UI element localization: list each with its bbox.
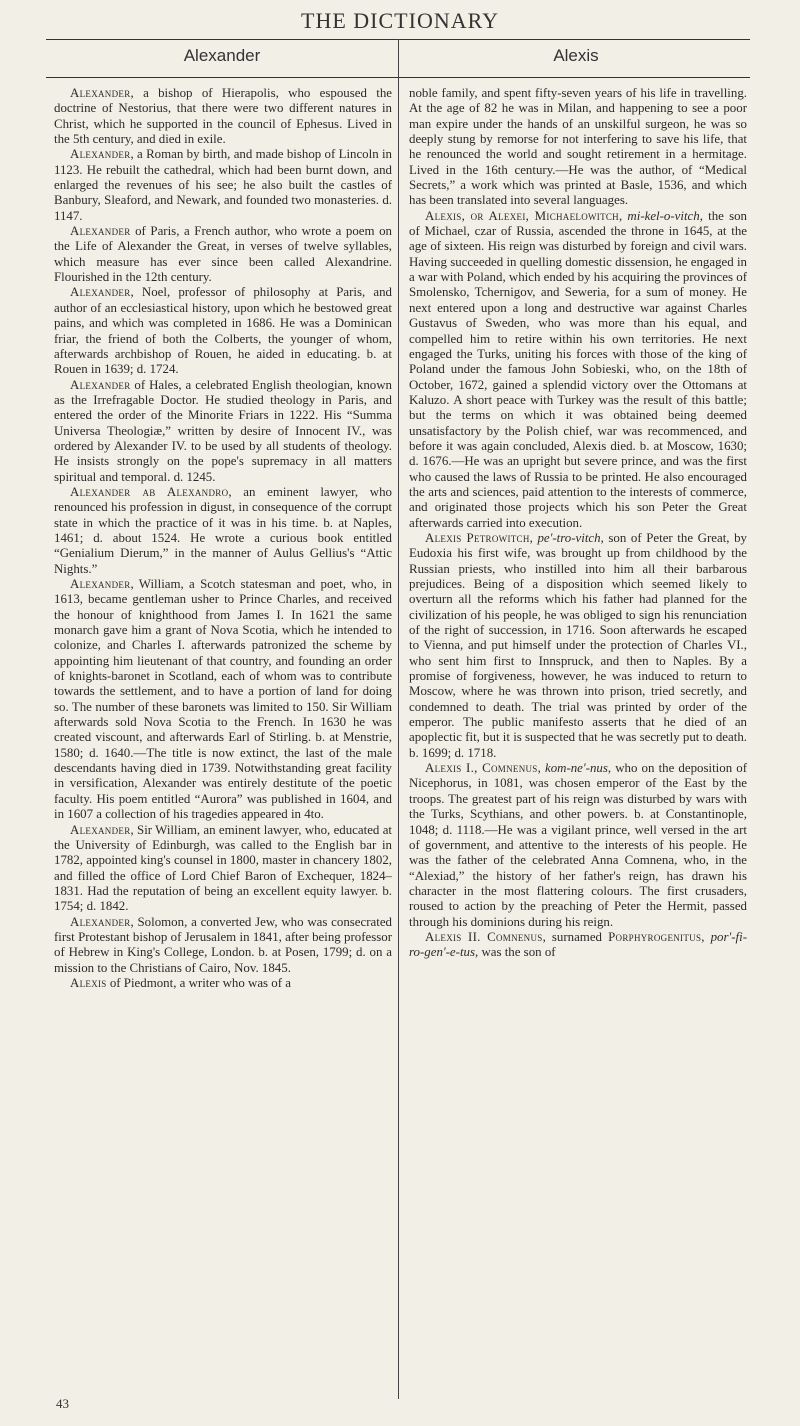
guideword-right: Alexis (553, 46, 599, 65)
dictionary-entry (54, 485, 392, 577)
dictionary-entry: Alexis Petrowitch, pe'-tro-vitch, son of Peter the Great, by Eudoxia his first wife, was brought up from childhood by the Russian priests, who instilled into him all their barbarous prejudices. Being of a disposition which seemed likely to overturn all the reforms which his father had planned for the civilization of his people, he was obliged to sign his renunciation of the right of succession, in 1716. Soon afterwards he escaped to Vienna, and put himself under the protection of Charles VI., who sent him first to Innspruck, and then to Naples. By a promise of forgiveness, however, he was induced to return to Moscow, where he was thrown into prison, tried secretly, and condemned to death. The trial was printed by order of the emperor. The public manifesto asserts that he died of an apoplectic fit, but it is suspected that he was secretly put to death. b. 1699; d. 1718. (409, 530, 747, 760)
entry-text: of Piedmont, a writer who was of a (106, 975, 291, 990)
dictionary-entry: Alexis, or Alexei, Michaelowitch, mi-kel-o-vitch, the son of Michael, czar of Russia, ascended the throne in 1645, at the age of sixteen. His reign was disturbed by foreign and civil wars. Having succeeded in quelling domestic dissension, he engaged in a war with Poland, which ended by his acquiring the provinces of Smolensko, Tchernigov, and Seweria, for a sum of money. He next entered upon a long and destructive war against Charles Gustavus of Sweden, who was more than his equal, and compelled him to retire within his own territories. He next engaged the Turks, uniting his forces with those of the king of Poland under the famous John Sobieski, who, on the 18th of October, 1672, gained a splendid victory over the Ottomans at Kaluzo. A short peace with Turkey was the result of this battle; but the terms on which it was obtained being deemed unsatisfactory by the Polish chief, war was recommenced, and before it was again concluded, Alexis died. b. at Moscow, 1630; d. 1676.—He was an upright but severe prince, and was the first who caused the laws of Russia to be printed. He also encouraged the arts and sciences, paid attention to the interests of commerce, and originated those projects which his son Peter the Great afterwards carried into execution. (409, 208, 747, 530)
entry-text: , who on the deposition of Nicephorus, in 1081, was chosen emperor of the East by the troops. The greatest part of his reign was disturbed by wars with the Turks, Scythians, and other powers. b. at Constantinople, 1048; d. 1118.—He was a vigilant prince, well versed in the art of government, and attentive to the interests of his people. He was the father of the celebrated Anna Comnena, who, in the “Alexiad,” the history of her father's reign, has drawn his character in the most flattering colours. The first crusaders, roused to action by the preaching of Peter the Hermit, passed through his dominions during his reign. (409, 761, 748, 929)
entry-text: , William, a Scotch statesman and poet, who, in 1613, became gentleman usher to Prince Charles, and received the honour of knighthood from James I. In 1621 the same monarch gave him a grant of Nova Scotia, which he intended to colonize, and Charles I. afterwards patronized the scheme by appointing him lieutenant of that country, and founding an order of knights-baronet in Scotland, each of whom was to contribute towards the settlement, and to have a portion of land for doing so. The number of these baronets was limited to 150. Sir William afterwards sold Nova Scotia to the French. In 1630 he was created viscount, and afterwards Earl of Stirling. b. at Menstrie, 1580; d. 1640.—The title is now extinct, the last of the male descendants having died in 1739. Notwithstanding great facility in versification, Alexander was entirely destitute of the poetic faculty. His poem entitled “Aurora” was published in 1604, and in 1607 a collection of his tragedies appeared in 4to. (54, 577, 392, 822)
right-column (409, 86, 747, 961)
dictionary-entry (54, 823, 392, 915)
entry-text: of Hales, a celebrated English theologian, known as the Irrefragable Doctor. He studied theology in Paris, and entered the order of the Minorite Friars in 1222. His “Summa Universa Theologiæ,” written by desire of Innocent IV., was ordered by Alexander IV. to be used by all students of theology. He insists strongly on the pope's supremacy in all matters spiritual and temporal. d. 1245. (54, 377, 392, 484)
entry-text: , Solomon, a converted Jew, who was consecrated first Protestant bishop of Jerusalem in 1841, after being professor of Hebrew in King's College, London. b. at Posen, 1799; d. on a mission to the Christians of Cairo, Nov. 1845. (54, 914, 392, 975)
headword: Alexander (70, 285, 131, 300)
headword: Alexander (70, 224, 131, 239)
pronunciation: mi-kel-o-vitch (627, 208, 700, 223)
page-title: THE DICTIONARY (301, 8, 499, 33)
headword: Alexander ab Alexandro (70, 484, 229, 499)
dictionary-entry (54, 577, 392, 823)
entry-text: , a bishop of Hierapolis, who espoused the doctrine of Nestorius, that there were two different natures in Christ, which he supported in the council of Ephesus. Lived in the 5th century, and died in exile. (54, 86, 392, 147)
entry-text: noble family, and spent fifty-seven years of his life in travelling. At the age of 82 he was in Milan, and happening to see a poor man expire under the hands of an unskilful surgeon, he was so deeply stung by remorse for not interfering to save his life, that he renounced the world and sought retirement in a hermitage. Lived in the 16th century.—He was the author, of “Medical Secrets,” a work which was printed at Basle, 1536, and which has been translated into several languages. (409, 86, 747, 208)
entry-text: , a Roman by birth, and made bishop of Lincoln in 1123. He rebuilt the cathedral, which had been burnt down, and enlarged the revenues of his see; he also built the castles of Banbury, Sleaford, and Newark, and founded two monasteries. d. 1147. (54, 147, 392, 223)
dictionary-entry (54, 86, 392, 147)
headword: Alexis II. Comnenus (425, 929, 543, 944)
headword: Alexander (70, 822, 131, 837)
entry-text: , Sir William, an eminent lawyer, who, educated at the University of Edinburgh, was called to the English bar in 1782, appointed king's counsel in 1800, master in chancery 1802, and filled the office of Lord Chief Baron of Exchequer, 1824–1831. Had the reputation of being an excellent equity lawyer. b. 1754; d. 1842. (54, 822, 392, 914)
dictionary-entry (54, 976, 392, 991)
headword: Alexander (70, 914, 131, 929)
left-column (54, 86, 392, 991)
dictionary-entry (54, 224, 392, 285)
dictionary-entry (54, 378, 392, 485)
headword: Alexander (70, 86, 131, 100)
headword: Porphyrogenitus (608, 929, 702, 944)
headword: Alexander (70, 147, 131, 162)
headword: Alexis Petrowitch (425, 530, 530, 545)
pronunciation: pe'-tro-vitch (537, 530, 601, 545)
entry-text: , son of Peter the Great, by Eudoxia his first wife, was brought up from childhood by the Russian priests, who instilled into him all their barbarous prejudices. Being of a disposition which seemed likely to overturn all the reforms which his father had planned for the civilization of his people, he was obliged to sign his renunciation of the right of succession, in 1716. Soon afterwards he escaped to Vienna, and put himself under the protection of Charles VI., who sent him first to Innspruck, and then to Naples. By a promise of forgiveness, however, he was induced to return to Moscow, where he was thrown into prison, tried secretly, and condemned to death. The trial was printed by order of the emperor. The public manifesto asserts that he died of an apoplectic fit, but it is suspected that he was secretly put to death. b. 1699; d. 1718. (409, 530, 747, 760)
headword: Alexander (70, 377, 131, 392)
headword: Alexander (70, 577, 131, 591)
entry-continuation (409, 86, 747, 209)
headword: Alexis (70, 975, 107, 990)
headword: Alexis I., Comnenus (425, 761, 538, 776)
entry-text: , the son of Michael, czar of Russia, ascended the throne in 1645, at the age of sixteen. His reign was disturbed by foreign and civil wars. Having succeeded in quelling domestic dissension, he engaged in a war with Poland, which ended by his acquiring the provinces of Smolensko, Tchernigov, and Seweria, for a sum of money. He next entered upon a long and destructive war against Charles Gustavus of Sweden, who was more than his equal, and compelled him to retire within his own territories. He next engaged the Turks, uniting his forces with those of the king of Poland under the famous John Sobieski, who, on the 18th of October, 1672, gained a splendid victory over the Ottomans at Kaluzo. A short peace with Turkey was the result of this battle; but the terms on which it was obtained being deemed unsatisfactory by the Polish chief, war was recommenced, and before it was again concluded, Alexis died. b. at Moscow, 1630; d. 1676.—He was an upright but severe prince, and was the first who caused the laws of Russia to be printed. He also encouraged the arts and sciences, paid attention to the interests of commerce, and originated those projects which his son Peter the Great afterwards carried into execution. (409, 208, 747, 530)
entry-text: , was the son of (475, 945, 556, 960)
pronunciation: por'-fi-ro-gen'-e-tus (409, 929, 747, 960)
entry-text: , an eminent lawyer, who renounced his profession in digust, in consequence of the corrupt state in which the practice of it was in his time. b. at Naples, 1461; d. about 1524. He wrote a curious book entitled “Genialium Dierum,” in the manner of Aulus Gellius's “Attic Nights.” (54, 484, 392, 576)
dictionary-entry (54, 147, 392, 224)
column-divider (398, 39, 399, 1399)
headword: Alexis, or Alexei, Michaelowitch (425, 208, 619, 223)
entry-text: , surnamed (542, 929, 609, 944)
guideword-left: Alexander (183, 46, 261, 65)
entry-text: of Paris, a French author, who wrote a poem on the Life of Alexander the Great, in verses of twelve syllables, which measure has ever since been called Alexandrine. Flourished in the 12th century. (54, 224, 392, 285)
pronunciation: kom-ne'-nus (544, 761, 608, 776)
entry-text: , Noel, professor of philosophy at Paris, and author of an ecclesiastical history, upon which he bestowed great pains, and which was completed in 1686. He was a Dominican friar, the friend of both the Colberts, the younger of whom, afterwards archbishop of Rouen, he aided in educating. b. at Rouen in 1639; d. 1724. (54, 285, 392, 377)
page-number: 43 (56, 1396, 69, 1411)
dictionary-entry (54, 915, 392, 976)
dictionary-entry (54, 285, 392, 377)
dictionary-entry: Alexis I., Comnenus, kom-ne'-nus, who on the deposition of Nicephorus, in 1081, was chosen emperor of the East by the troops. The greatest part of his reign was disturbed by wars with the Turks, Scythians, and other powers. b. at Constantinople, 1048; d. 1118.—He was a vigilant prince, well versed in the art of government, and attentive to the interests of his people. He was the father of the celebrated Anna Comnena, who, in the “Alexiad,” the history of her father's reign, has drawn his character in the most flattering colours. The first crusaders, roused to action by the preaching of Peter the Hermit, passed through his dominions during his reign. (409, 761, 748, 929)
dictionary-entry: Alexis II. Comnenus, surnamed Porphyrogenitus, por'-fi-ro-gen'-e-tus, was the son of (409, 929, 747, 960)
